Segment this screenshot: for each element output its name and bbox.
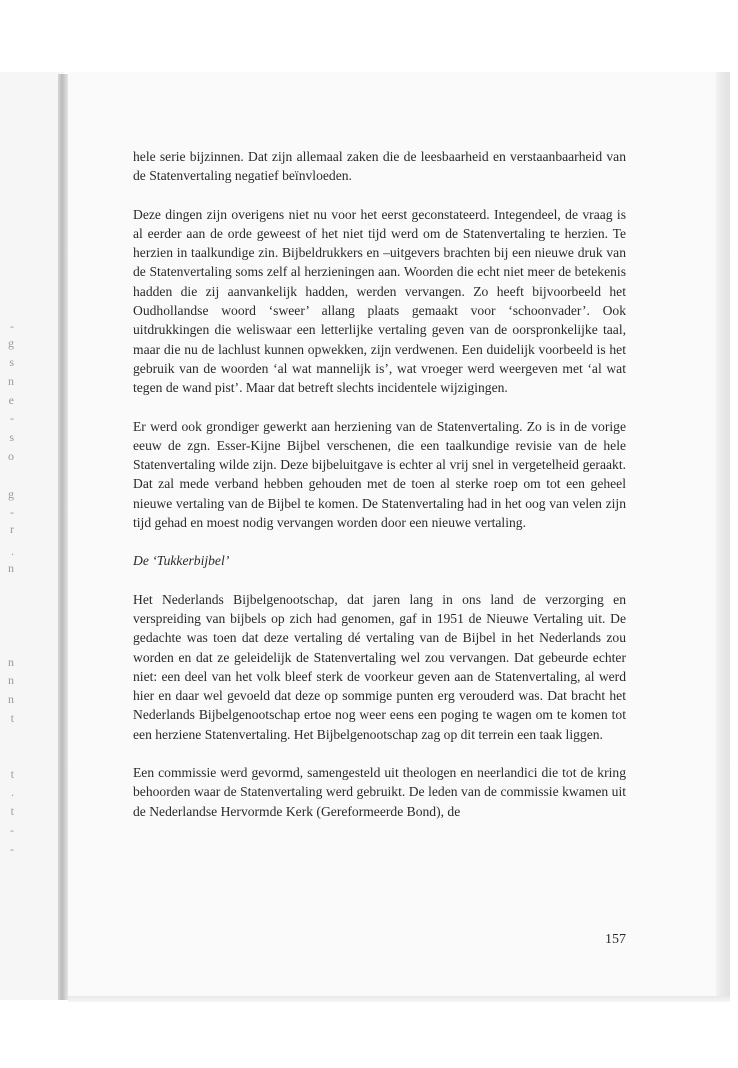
left-fragment: n: [8, 561, 14, 575]
left-fragment: -: [10, 823, 14, 837]
left-fragment: s: [9, 430, 14, 444]
left-fragment: t: [10, 804, 14, 818]
page-bottom-shadow: [68, 996, 730, 1002]
left-fragment: n: [8, 655, 14, 669]
left-fragment: r: [10, 522, 14, 536]
paragraph-3: Er werd ook grondiger gewerkt aan herziening van de Statenvertaling. Zo is in de vorige eeuw de zgn. Esser-Kijne Bijbel verschenen, die een taalkundige revisie van de hele Statenvertaling wilde zijn. Deze bijbeluitgave is echter al vrij snel in vergetelheid geraakt. Dat zal mede verband hebben gehouden met de toen al sterke roep om tot een geheel nieuwe vertaling van de Bijbel te komen. De Statenvertaling had in het oog van velen zijn tijd gehad en moest nodig vervangen worden door een nieuwe vertaling.: [133, 418, 626, 531]
left-fragment: t: [10, 767, 14, 781]
left-fragment: o: [8, 449, 14, 463]
page-number: 157: [605, 932, 626, 947]
left-fragment: .: [11, 544, 14, 558]
left-fragment: n: [8, 692, 14, 706]
paragraph-5: Een commissie werd gevormd, samengesteld uit theologen en neerlandici die tot de kring behoorden waar de Statenvertaling werd gebruikt. De leden van de commissie kwamen uit de Nederlandse Hervormde Kerk (Gereformeerde Bond), de: [133, 765, 626, 819]
left-fragment: g: [8, 336, 14, 350]
paragraph-4: Het Nederlands Bijbelgenootschap, dat jaren lang in ons land de verzorging en verspreiding van bijbels op zich had genomen, gaf in 1951 de Nieuwe Vertaling uit. De gedachte was toen dat deze vertaling dé vertaling van de Bijbel in het Nederlands zou worden en dat ze geleidelijk de Statenvertaling wel zou vervangen. Dat gebeurde echter niet: een deel van het volk bleef sterk de voorkeur geven aan de Statenvertaling, al werd hier en daar wel gevoeld dat deze op sommige punten erg verouderd was. Dat bracht het Nederlands Bijbelgenootschap ertoe nog weer eens een poging te wagen om te komen tot een herziene Statenvertaling. Het Bijbelgenootschap zag op dit terrein een taak liggen.: [133, 591, 626, 742]
left-page-edge: [0, 72, 64, 1000]
left-fragment: n: [8, 673, 14, 687]
left-fragment: -: [10, 411, 14, 425]
left-fragment: .: [11, 785, 14, 799]
left-page-text-fragments: [0, 72, 64, 1000]
page-edge-shading: [716, 72, 730, 1000]
page-body-text: [133, 147, 626, 840]
left-fragment: s: [9, 355, 14, 369]
paragraph-2: Deze dingen zijn overigens niet nu voor het eerst geconstateerd. Integendeel, de vraag is al eerder aan de orde geweest of het niet tijd werd om de Statenvertaling te herzien. Te herzien in taalkundige zin. Bijbeldrukkers en –uitgevers brachten bij een nieuwe druk van de Statenvertaling soms zelf al herzieningen aan. Woorden die echt niet meer de betekenis hadden die zij aanvankelijk hadden, werden vervangen. Zo heeft bijvoorbeeld het Oudhollandse woord ‘sweer’ allang plaats gemaakt voor ‘schoonvader’. Ook uitdrukkingen die weliswaar een letterlijke vertaling geven van de oorspronkelijke taal, maar die nu de lachlust kunnen opwekken, zijn verdwenen. Een duidelijk voorbeeld is het gebruik van de woorden ‘al wat mannelijk is’, wat vroeger werd weergeven met ‘al wat tegen de wand pist’. Maar dat betreft slechts incidentele wijzigingen.: [133, 206, 626, 396]
left-fragment: -: [10, 505, 14, 519]
paragraph-1: hele serie bijzinnen. Dat zijn allemaal zaken die de leesbaarheid en verstaanbaarheid van de Statenvertaling negatief beïnvloeden.: [133, 149, 626, 184]
left-fragment: t: [10, 711, 14, 725]
left-fragment: n: [8, 374, 14, 388]
left-fragment: -: [10, 842, 14, 856]
left-fragment: g: [8, 487, 14, 501]
left-fragment: -: [10, 319, 14, 333]
section-heading: De ‘Tukkerbijbel’: [133, 553, 230, 569]
left-fragment: e: [8, 393, 14, 407]
